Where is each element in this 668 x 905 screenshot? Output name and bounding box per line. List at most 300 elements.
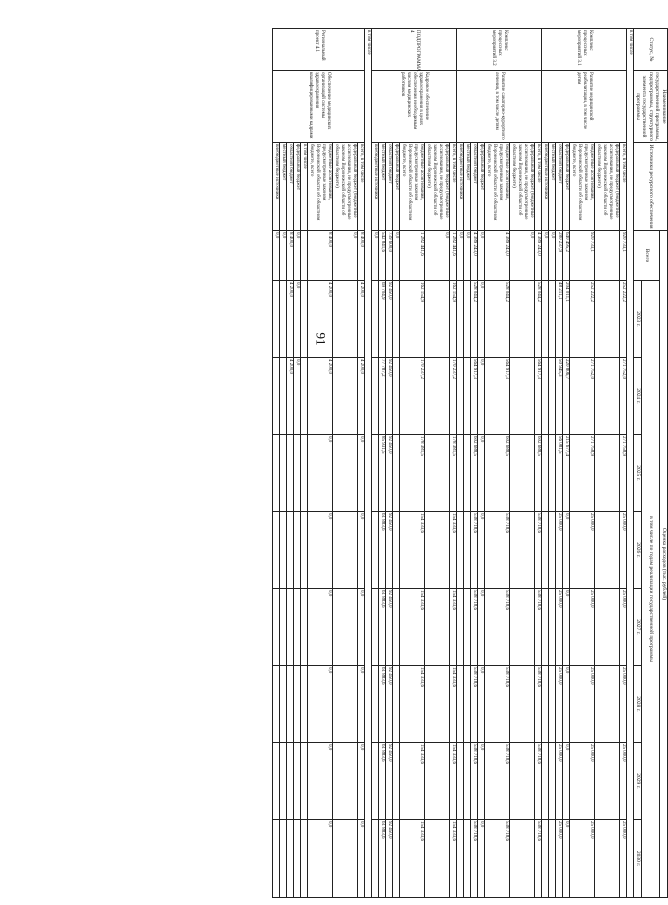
header-year: 2027 г.: [634, 589, 642, 666]
total-value-cell: 0,0: [280, 231, 287, 281]
year-value-cell: [372, 820, 379, 898]
year-value-cell: 154 333,6: [400, 820, 425, 898]
year-value-cell: [280, 743, 287, 820]
year-value-cell: [393, 820, 400, 898]
year-value-cell: 25 000,0: [556, 589, 563, 666]
source-cell: федеральный бюджет (бюджетные ассигнования, не предусмотренные законом Воронежской области об областном бюджете): [333, 143, 358, 231]
year-value-cell: [333, 512, 358, 589]
header-total: Всего: [634, 231, 660, 281]
table-row: [542, 29, 549, 898]
table-row: [535, 29, 542, 898]
table-row: [425, 29, 450, 898]
year-value-cell: 0,0: [478, 358, 485, 435]
table-row: [570, 29, 595, 898]
year-value-cell: 0,0: [478, 435, 485, 512]
year-value-cell: 92 450,0: [386, 435, 393, 512]
year-value-cell: [457, 281, 464, 358]
year-value-cell: 162 154,9: [450, 281, 457, 358]
total-value-cell: 4 389 243,0: [471, 231, 478, 281]
rotated-table-wrapper: [101, 28, 668, 898]
year-value-cell: [595, 820, 620, 898]
year-value-cell: [457, 589, 464, 666]
year-value-cell: 0,0: [308, 820, 333, 898]
year-value-cell: 0,0: [358, 743, 365, 820]
year-value-cell: 25 000,0: [556, 512, 563, 589]
table-row: [273, 29, 280, 898]
year-value-cell: [372, 435, 379, 512]
year-value-cell: 61 883,6: [379, 589, 386, 666]
page-number-text: 91: [313, 332, 328, 346]
year-value-cell: [542, 666, 549, 743]
year-value-cell: 4 200,0: [358, 358, 365, 435]
year-value-cell: 538 718,6: [535, 512, 542, 589]
year-value-cell: 4 200,0: [358, 281, 365, 358]
total-value-cell: 0,0: [464, 231, 471, 281]
year-value-cell: [457, 666, 464, 743]
source-cell: всего, в том числе: [535, 143, 542, 231]
year-value-cell: 25 000,0: [570, 820, 595, 898]
table-row: [400, 29, 425, 898]
year-value-cell: 538 718,6: [471, 512, 478, 589]
year-value-cell: [595, 512, 620, 589]
year-value-cell: 25 000,0: [556, 820, 563, 898]
year-value-cell: [542, 820, 549, 898]
program-name-cell: Кадровое обеспечение здравоохранения в целях обеспечения необходимым числом медицинских работников: [372, 71, 457, 143]
year-value-cell: 0,0: [478, 589, 485, 666]
year-value-cell: 0,0: [358, 666, 365, 743]
status-cell: Региональный проект 4.1: [273, 29, 365, 71]
table-row: [464, 29, 471, 898]
total-value-cell: [301, 231, 308, 281]
year-value-cell: 56 081,5: [556, 435, 563, 512]
source-cell: местный бюджет: [379, 143, 386, 231]
header-status: Статус, №: [634, 29, 668, 71]
header-source: Источники ресурсного обеспечения: [634, 143, 668, 231]
year-value-cell: [393, 589, 400, 666]
table-row: [333, 29, 358, 898]
total-value-cell: 0,0: [549, 231, 556, 281]
year-value-cell: 0,0: [478, 512, 485, 589]
year-value-cell: [542, 281, 549, 358]
year-value-cell: [542, 589, 549, 666]
year-value-cell: 538 718,6: [535, 589, 542, 666]
source-cell: федеральный бюджет (бюджетные ассигнования, не предусмотренные законом Воронежской области об областном бюджете): [595, 143, 620, 231]
source-cell: федеральный бюджет: [393, 143, 400, 231]
year-value-cell: [280, 666, 287, 743]
year-value-cell: 162 154,9: [400, 281, 425, 358]
year-value-cell: [280, 589, 287, 666]
year-value-cell: 25 000,0: [570, 589, 595, 666]
year-value-cell: 25 000,0: [556, 743, 563, 820]
year-value-cell: 538 718,6: [485, 589, 510, 666]
year-value-cell: [510, 666, 535, 743]
year-value-cell: 538 718,6: [471, 666, 478, 743]
year-value-cell: 154 333,6: [450, 743, 457, 820]
section-label: в том числе: [365, 29, 372, 898]
source-cell: местный бюджет: [280, 143, 287, 231]
year-value-cell: 528 044,2: [535, 281, 542, 358]
status-cell: Комплекс процессных мероприятий 3.2: [457, 29, 542, 71]
year-value-cell: 4 200,0: [287, 281, 294, 358]
year-value-cell: 25 000,0: [620, 512, 627, 589]
source-cell: внебюджетные источники: [542, 143, 549, 231]
table-row: [308, 29, 333, 898]
year-value-cell: 61 883,6: [379, 820, 386, 898]
source-cell: бюджетные ассигнования, предусмотренные законом Воронежской области об областном бюджете, всего: [570, 143, 595, 231]
year-value-cell: [287, 666, 294, 743]
year-value-cell: 170 237,2: [400, 358, 425, 435]
rotated-page-area: [101, 28, 668, 898]
year-value-cell: 538 718,6: [485, 666, 510, 743]
source-cell: бюджетные ассигнования, предусмотренные законом Воронежской области об областном бюджете, всего: [400, 143, 425, 231]
year-value-cell: 0,0: [563, 666, 570, 743]
year-value-cell: [510, 743, 535, 820]
year-value-cell: 50 945,3: [556, 358, 563, 435]
total-value-cell: 0,0: [542, 231, 549, 281]
year-value-cell: [273, 358, 280, 435]
year-value-cell: 271 752,0: [620, 358, 627, 435]
year-value-cell: 564 917,3: [485, 358, 510, 435]
section-row: [627, 29, 634, 898]
year-value-cell: 25 000,0: [570, 743, 595, 820]
year-value-cell: 528 044,2: [485, 281, 510, 358]
year-value-cell: 25 000,0: [620, 589, 627, 666]
year-value-cell: 4 200,0: [287, 358, 294, 435]
total-value-cell: 8 400,0: [308, 231, 333, 281]
year-value-cell: 538 718,6: [535, 743, 542, 820]
year-value-cell: 25 000,0: [620, 743, 627, 820]
year-value-cell: 528 044,2: [471, 281, 478, 358]
program-name-cell: Развитие санаторно-курортного лечения, в том числе детям: [457, 71, 542, 143]
year-value-cell: [333, 435, 358, 512]
year-value-cell: 602 688,5: [535, 435, 542, 512]
year-value-cell: [425, 435, 450, 512]
source-cell: всего, в том числе: [450, 143, 457, 231]
year-value-cell: [287, 589, 294, 666]
year-value-cell: [510, 820, 535, 898]
year-value-cell: 0,0: [478, 281, 485, 358]
total-value-cell: 4 389 243,0: [535, 231, 542, 281]
year-value-cell: 25 000,0: [570, 512, 595, 589]
source-cell: федеральный бюджет (бюджетные ассигнования, не предусмотренные законом Воронежской области об областном бюджете): [425, 143, 450, 231]
year-value-cell: 0,0: [563, 820, 570, 898]
year-value-cell: [280, 820, 287, 898]
year-value-cell: 178 381,5: [400, 435, 425, 512]
status-cell: ПОДПРОГРАММА 4: [372, 29, 457, 71]
year-value-cell: [273, 435, 280, 512]
year-value-cell: [549, 666, 556, 743]
year-value-cell: 538 718,6: [471, 820, 478, 898]
year-value-cell: 538 718,6: [485, 512, 510, 589]
source-cell: федеральный бюджет (бюджетные ассигнования, не предусмотренные законом Воронежской области об областном бюджете): [510, 143, 535, 231]
year-value-cell: [294, 820, 301, 898]
year-value-cell: [301, 435, 308, 512]
year-value-cell: [595, 666, 620, 743]
year-value-cell: 271 758,9: [620, 435, 627, 512]
program-name-cell: Развитие медицинской реабилитации, в том числе детям: [542, 71, 627, 143]
total-value-cell: 8 400,0: [358, 231, 365, 281]
year-value-cell: [425, 358, 450, 435]
year-value-cell: [595, 743, 620, 820]
year-value-cell: [273, 512, 280, 589]
year-value-cell: 0,0: [308, 589, 333, 666]
header-estimate: Оценка расходов (тыс. рублей): [660, 231, 668, 898]
year-value-cell: 25 000,0: [570, 666, 595, 743]
year-value-cell: 25 000,0: [556, 666, 563, 743]
year-value-cell: [457, 435, 464, 512]
year-value-cell: 564 917,3: [535, 358, 542, 435]
total-value-cell: 8 400,0: [287, 231, 294, 281]
table-row: [287, 29, 294, 898]
year-value-cell: [457, 358, 464, 435]
year-value-cell: [393, 743, 400, 820]
total-value-cell: 0,0: [393, 231, 400, 281]
year-value-cell: 271 752,0: [570, 358, 595, 435]
year-value-cell: [294, 435, 301, 512]
year-value-cell: 602 688,5: [485, 435, 510, 512]
table-row: [471, 29, 478, 898]
year-value-cell: 0,0: [294, 358, 301, 435]
year-value-cell: [393, 435, 400, 512]
year-value-cell: 0,0: [563, 589, 570, 666]
budget-table-body: [273, 29, 634, 898]
year-value-cell: 92 450,0: [386, 358, 393, 435]
budget-table: [273, 28, 668, 898]
year-value-cell: [595, 281, 620, 358]
program-name-cell: Обеспечение медицинских организаций системы здравоохранения квалифицированными кадрами: [273, 71, 365, 143]
year-value-cell: 178 381,5: [450, 435, 457, 512]
year-value-cell: [333, 743, 358, 820]
year-value-cell: 48 211,1: [556, 281, 563, 358]
year-value-cell: 0,0: [358, 589, 365, 666]
year-value-cell: [333, 281, 358, 358]
table-row: [457, 29, 464, 898]
total-value-cell: 920 733,1: [570, 231, 595, 281]
header-by-years: в том числе по годам реализации государственной программы: [642, 281, 661, 898]
header-year: 2026 г.: [634, 512, 642, 589]
table-row: [294, 29, 301, 898]
year-value-cell: [510, 281, 535, 358]
year-value-cell: 0,0: [308, 666, 333, 743]
year-value-cell: 538 718,6: [471, 743, 478, 820]
year-value-cell: 92 450,0: [386, 743, 393, 820]
table-row: [549, 29, 556, 898]
year-value-cell: [301, 358, 308, 435]
year-value-cell: [549, 512, 556, 589]
year-value-cell: [372, 358, 379, 435]
year-value-cell: 252 222,2: [620, 281, 627, 358]
year-value-cell: [549, 743, 556, 820]
table-row: [478, 29, 485, 898]
total-value-cell: 0,0: [333, 231, 358, 281]
year-value-cell: [280, 358, 287, 435]
year-value-cell: [393, 358, 400, 435]
total-value-cell: 0,0: [372, 231, 379, 281]
header-year: 2023 г.: [634, 281, 642, 358]
year-value-cell: [287, 820, 294, 898]
year-value-cell: [464, 512, 471, 589]
year-value-cell: [393, 512, 400, 589]
year-value-cell: [464, 435, 471, 512]
header-year: 2025 г.: [634, 435, 642, 512]
table-row: [301, 29, 308, 898]
table-row: [620, 29, 627, 898]
source-cell: внебюджетные источники: [457, 143, 464, 231]
total-value-cell: 4 389 243,0: [485, 231, 510, 281]
total-value-cell: 1 282 441,6: [400, 231, 425, 281]
year-value-cell: [393, 666, 400, 743]
total-value-cell: 0,0: [294, 231, 301, 281]
year-value-cell: 85 931,5: [379, 435, 386, 512]
year-value-cell: [510, 358, 535, 435]
table-row: [379, 29, 386, 898]
year-value-cell: 4 200,0: [308, 358, 333, 435]
year-value-cell: [301, 820, 308, 898]
year-value-cell: 154 333,6: [400, 512, 425, 589]
year-value-cell: [280, 512, 287, 589]
year-value-cell: 0,0: [563, 512, 570, 589]
year-value-cell: [464, 743, 471, 820]
year-value-cell: [372, 589, 379, 666]
year-value-cell: [510, 512, 535, 589]
source-cell: всего, в том числе: [620, 143, 627, 231]
source-cell: всего, в том числе: [358, 143, 365, 231]
year-value-cell: [294, 743, 301, 820]
year-value-cell: 0,0: [308, 512, 333, 589]
source-cell: областной бюджет: [471, 143, 478, 231]
table-row: [556, 29, 563, 898]
table-row: [358, 29, 365, 898]
year-value-cell: 92 450,0: [386, 666, 393, 743]
year-value-cell: [372, 512, 379, 589]
year-value-cell: 154 333,6: [400, 743, 425, 820]
source-cell: федеральный бюджет: [563, 143, 570, 231]
table-row: [450, 29, 457, 898]
year-value-cell: 61 883,6: [379, 666, 386, 743]
year-value-cell: 170 237,2: [450, 358, 457, 435]
year-value-cell: 154 333,6: [450, 512, 457, 589]
year-value-cell: 4 200,0: [308, 281, 333, 358]
year-value-cell: [510, 435, 535, 512]
total-value-cell: 0,0: [478, 231, 485, 281]
table-row: [595, 29, 620, 898]
header-year: 2030 г.: [634, 820, 642, 898]
year-value-cell: 564 917,3: [471, 358, 478, 435]
year-value-cell: [287, 435, 294, 512]
year-value-cell: 92 450,0: [386, 820, 393, 898]
source-cell: федеральный бюджет: [294, 143, 301, 231]
total-value-cell: 0,0: [457, 231, 464, 281]
total-value-cell: 0,0: [425, 231, 450, 281]
source-cell: бюджетные ассигнования, предусмотренные законом Воронежской области об областном бюджете, всего: [308, 143, 333, 231]
year-value-cell: [273, 820, 280, 898]
year-value-cell: [542, 358, 549, 435]
year-value-cell: 0,0: [478, 666, 485, 743]
total-value-cell: [595, 231, 620, 281]
year-value-cell: 92 450,0: [386, 589, 393, 666]
year-value-cell: [294, 589, 301, 666]
year-value-cell: [549, 589, 556, 666]
year-value-cell: [425, 281, 450, 358]
year-value-cell: 25 000,0: [620, 666, 627, 743]
year-value-cell: [301, 743, 308, 820]
year-value-cell: 0,0: [563, 743, 570, 820]
header-year: 2024 г.: [634, 358, 642, 435]
year-value-cell: [287, 512, 294, 589]
year-value-cell: [372, 281, 379, 358]
year-value-cell: [280, 281, 287, 358]
source-cell: в том числе: [301, 143, 308, 231]
year-value-cell: [273, 666, 280, 743]
header-year: 2028 г.: [634, 666, 642, 743]
year-value-cell: [273, 743, 280, 820]
year-value-cell: 154 333,6: [450, 820, 457, 898]
total-value-cell: 1 282 441,6: [450, 231, 457, 281]
year-value-cell: [333, 589, 358, 666]
year-value-cell: [549, 435, 556, 512]
year-value-cell: 25 000,0: [620, 820, 627, 898]
source-cell: федеральный бюджет: [478, 143, 485, 231]
year-value-cell: [425, 820, 450, 898]
year-value-cell: [549, 281, 556, 358]
year-value-cell: [301, 666, 308, 743]
year-value-cell: 602 688,5: [471, 435, 478, 512]
year-value-cell: 538 718,6: [485, 820, 510, 898]
table-row: [372, 29, 379, 898]
year-value-cell: 69 704,9: [379, 281, 386, 358]
year-value-cell: [464, 281, 471, 358]
year-value-cell: [464, 589, 471, 666]
total-value-cell: 0,0: [510, 231, 535, 281]
year-value-cell: 61 883,6: [379, 743, 386, 820]
source-cell: местный бюджет: [549, 143, 556, 231]
year-value-cell: 271 758,9: [570, 435, 595, 512]
year-value-cell: [425, 666, 450, 743]
source-cell: внебюджетные источники: [372, 143, 379, 231]
total-value-cell: 640 495,2: [563, 231, 570, 281]
year-value-cell: [510, 589, 535, 666]
year-value-cell: [425, 743, 450, 820]
section-label: в том числе: [627, 29, 634, 898]
year-value-cell: 0,0: [478, 820, 485, 898]
status-cell: Комплекс процессных мероприятий 3.1: [542, 29, 627, 71]
year-value-cell: 154 333,6: [450, 589, 457, 666]
year-value-cell: 154 333,6: [450, 666, 457, 743]
year-value-cell: 77 787,2: [379, 358, 386, 435]
table-row: [485, 29, 510, 898]
year-value-cell: 0,0: [358, 512, 365, 589]
source-cell: местный бюджет: [464, 143, 471, 231]
year-value-cell: 61 883,6: [379, 512, 386, 589]
year-value-cell: [457, 820, 464, 898]
year-value-cell: 92 450,0: [386, 281, 393, 358]
total-value-cell: 739 600,0: [386, 231, 393, 281]
year-value-cell: [333, 358, 358, 435]
year-value-cell: 204 011,1: [563, 281, 570, 358]
year-value-cell: [464, 358, 471, 435]
total-value-cell: 280 237,9: [556, 231, 563, 281]
year-value-cell: [273, 589, 280, 666]
year-value-cell: [273, 281, 280, 358]
year-value-cell: [542, 435, 549, 512]
year-value-cell: 538 718,6: [535, 820, 542, 898]
year-value-cell: [464, 666, 471, 743]
year-value-cell: [333, 820, 358, 898]
year-value-cell: 0,0: [308, 743, 333, 820]
year-value-cell: [549, 358, 556, 435]
year-value-cell: [425, 589, 450, 666]
year-value-cell: [372, 666, 379, 743]
